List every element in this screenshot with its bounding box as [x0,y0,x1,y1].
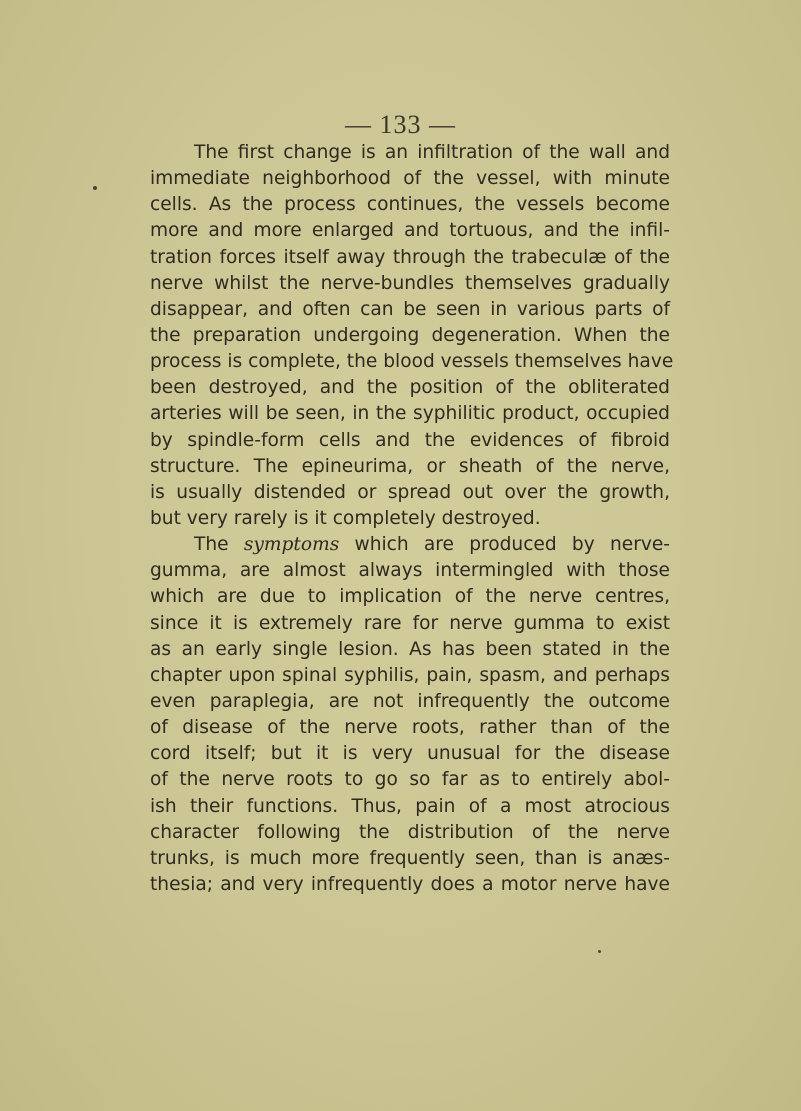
text-line: ish their functions. Thus, pain of a most atrocious [150,795,670,817]
text-line: cord itself; but it is very unusual for the disease [150,743,670,765]
text-line: of disease of the nerve roots, rather than of the [150,717,670,739]
text-line: but very rarely is it completely destroyed. [150,507,541,529]
paragraph-2-lines [150,558,670,898]
text-line: of the nerve roots to go so far as to entirely abol- [150,769,670,791]
text-line: nerve whilst the nerve-bundles themselves gradually [150,272,670,294]
text-line: structure. The epineurima, or sheath of the nerve, [150,455,670,477]
text-line: arteries will be seen, in the syphilitic product, occupied [150,403,670,425]
text-line: process is complete, the blood vessels themselves have [150,351,674,373]
page-speck [598,950,601,953]
text-line: the preparation undergoing degeneration. When the [150,324,670,346]
text-run: which are produced by nerve- [339,534,670,556]
text-line: trunks, is much more frequently seen, than is anæs- [150,847,670,869]
body-text [150,140,674,898]
text-line: more and more enlarged and tortuous, and the infil- [150,220,670,242]
text-run: The [194,534,244,556]
text-line: cells. As the process continues, the vessels become [150,194,670,216]
text-line: thesia; and very infrequently does a motor nerve have [150,873,670,895]
text-line: chapter upon spinal syphilis, pain, spasm, and perhaps [150,664,670,686]
text-line: tration forces itself away through the trabeculæ of the [150,246,670,268]
text-line: as an early single lesion. As has been stated in the [150,638,670,660]
text-line: which are due to implication of the nerve centres, [150,586,670,608]
text-line: disappear, and often can be seen in various parts of [150,298,670,320]
text-line: immediate neighborhood of the vessel, with minute [150,168,670,190]
page-speck [93,186,97,190]
page-number: — 133 — [345,110,456,139]
italic-word: symptoms [243,534,340,556]
text-line: been destroyed, and the position of the obliterated [150,377,670,399]
text-line: even paraplegia, are not infrequently the outcome [150,690,670,712]
text-line: since it is extremely rare for nerve gumma to exist [150,612,670,634]
paragraph-1 [150,140,674,532]
text-line: by spindle-form cells and the evidences of fibroid [150,429,670,451]
text-line: character following the distribution of the nerve [150,821,670,843]
paragraph-2 [150,532,670,898]
text-line [150,532,670,558]
text-line: is usually distended or spread out over the growth, [150,481,670,503]
text-line: gumma, are almost always intermingled with those [150,560,670,582]
text-line: The first change is an infiltration of the wall and [194,142,670,163]
